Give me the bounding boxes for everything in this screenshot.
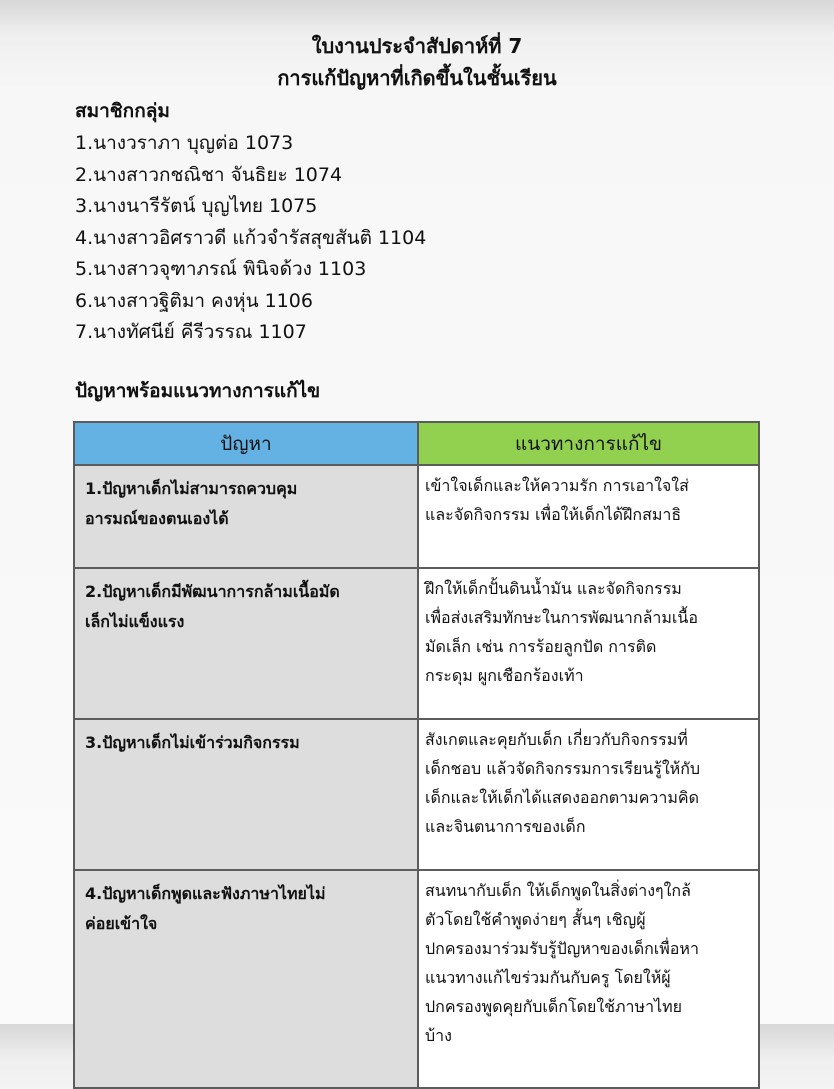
members-heading: สมาชิกกลุ่ม [75,100,170,122]
worksheet-title: ใบงานประจำสัปดาห์ที่ 7 [311,34,523,58]
problem-line: 2.ปัญหาเด็กมีพัฒนาการกล้ามเนื้อมัด [85,582,340,601]
member-item: 6.นางสาวฐิติมา คงหุ่น 1106 [75,289,313,312]
problem-cell [74,568,418,719]
solution-line: เข้าใจเด็กและให้ความรัก การเอาใจใส่ [425,476,689,495]
problem-line: อารมณ์ของตนเองได้ [85,509,229,528]
problems-heading: ปัญหาพร้อมแนวทางการแก้ไข [75,380,321,402]
solution-line: ปกครองพูดคุยกับเด็กโดยใช้ภาษาไทย [425,997,683,1016]
member-item: 7.นางทัศนีย์ คีรีวรรณ 1107 [75,321,307,343]
solution-line: แนวทางแก้ไขร่วมกันกับครู โดยให้ผู้ [425,968,671,987]
solution-line: ฝึกให้เด็กปั้นดินน้ำมัน และจัดกิจกรรม [425,579,682,598]
solution-line: เพื่อส่งเสริมทักษะในการพัฒนากล้ามเนื้อ [425,608,698,627]
solution-line: มัดเล็ก เช่น การร้อยลูกปัด การติด [425,637,657,656]
solution-cell [418,719,759,870]
table-header-row [74,422,759,465]
table-row [74,465,759,568]
member-item: 5.นางสาวจุฑาภรณ์ พินิจด้วง 1103 [75,258,367,280]
solution-line: เด็กชอบ แล้วจัดกิจกรรมการเรียนรู้ให้กับ [425,759,701,778]
member-item: 4.นางสาวอิศราวดี แก้วจำรัสสุขสันติ 1104 [75,226,427,249]
problem-line: 3.ปัญหาเด็กไม่เข้าร่วมกิจกรรม [85,733,300,752]
problem-cell [74,870,418,1088]
solution-line: ตัวโดยใช้คำพูดง่ายๆ สั้นๆ เชิญผู้ [425,910,646,929]
member-item: 1.นางวราภา บุญต่อ 1073 [75,132,294,154]
solution-cell [418,465,759,568]
problem-cell [74,719,418,870]
solution-cell [418,568,759,719]
problem-solution-table [73,421,760,1089]
solution-line: และจัดกิจกรรม เพื่อให้เด็กได้ฝึกสมาธิ [425,505,682,524]
solution-line: ปกครองมาร่วมรับรู้ปัญหาของเด็กเพื่อหา [425,939,699,958]
solution-line: สนทนากับเด็ก ให้เด็กพูดในสิ่งต่างๆใกล้ [425,881,691,900]
header-solution: แนวทางการแก้ไข [418,422,759,465]
member-item: 3.นางนารีรัตน์ บุญไทย 1075 [75,195,318,217]
member-item: 2.นางสาวกชณิชา จันธิยะ 1074 [75,163,343,186]
problem-cell [74,465,418,568]
solution-cell [418,870,759,1088]
table-row [74,719,759,870]
solution-line: เด็กและให้เด็กได้แสดงออกตามความคิด [425,788,700,807]
header-problem: ปัญหา [74,422,418,465]
solution-line: สังเกตและคุยกับเด็ก เกี่ยวกับกิจกรรมที่ [425,730,688,749]
problem-line: 1.ปัญหาเด็กไม่สามารถควบคุม [85,479,298,498]
members-list [75,128,426,349]
solution-line: และจินตนาการของเด็ก [425,817,586,836]
solution-line: บ้าง [425,1026,452,1045]
problem-line: 4.ปัญหาเด็กพูดและฟังภาษาไทยไม่ [85,884,326,903]
problem-line: ค่อยเข้าใจ [85,914,158,933]
worksheet-subtitle: การแก้ปัญหาที่เกิดขึ้นในชั้นเรียน [277,66,557,90]
problem-line: เล็กไม่แข็งแรง [85,612,185,631]
solution-line: กระดุม ผูกเชือกร้องเท้า [425,666,584,685]
table-row [74,870,759,1088]
table-row [74,568,759,719]
